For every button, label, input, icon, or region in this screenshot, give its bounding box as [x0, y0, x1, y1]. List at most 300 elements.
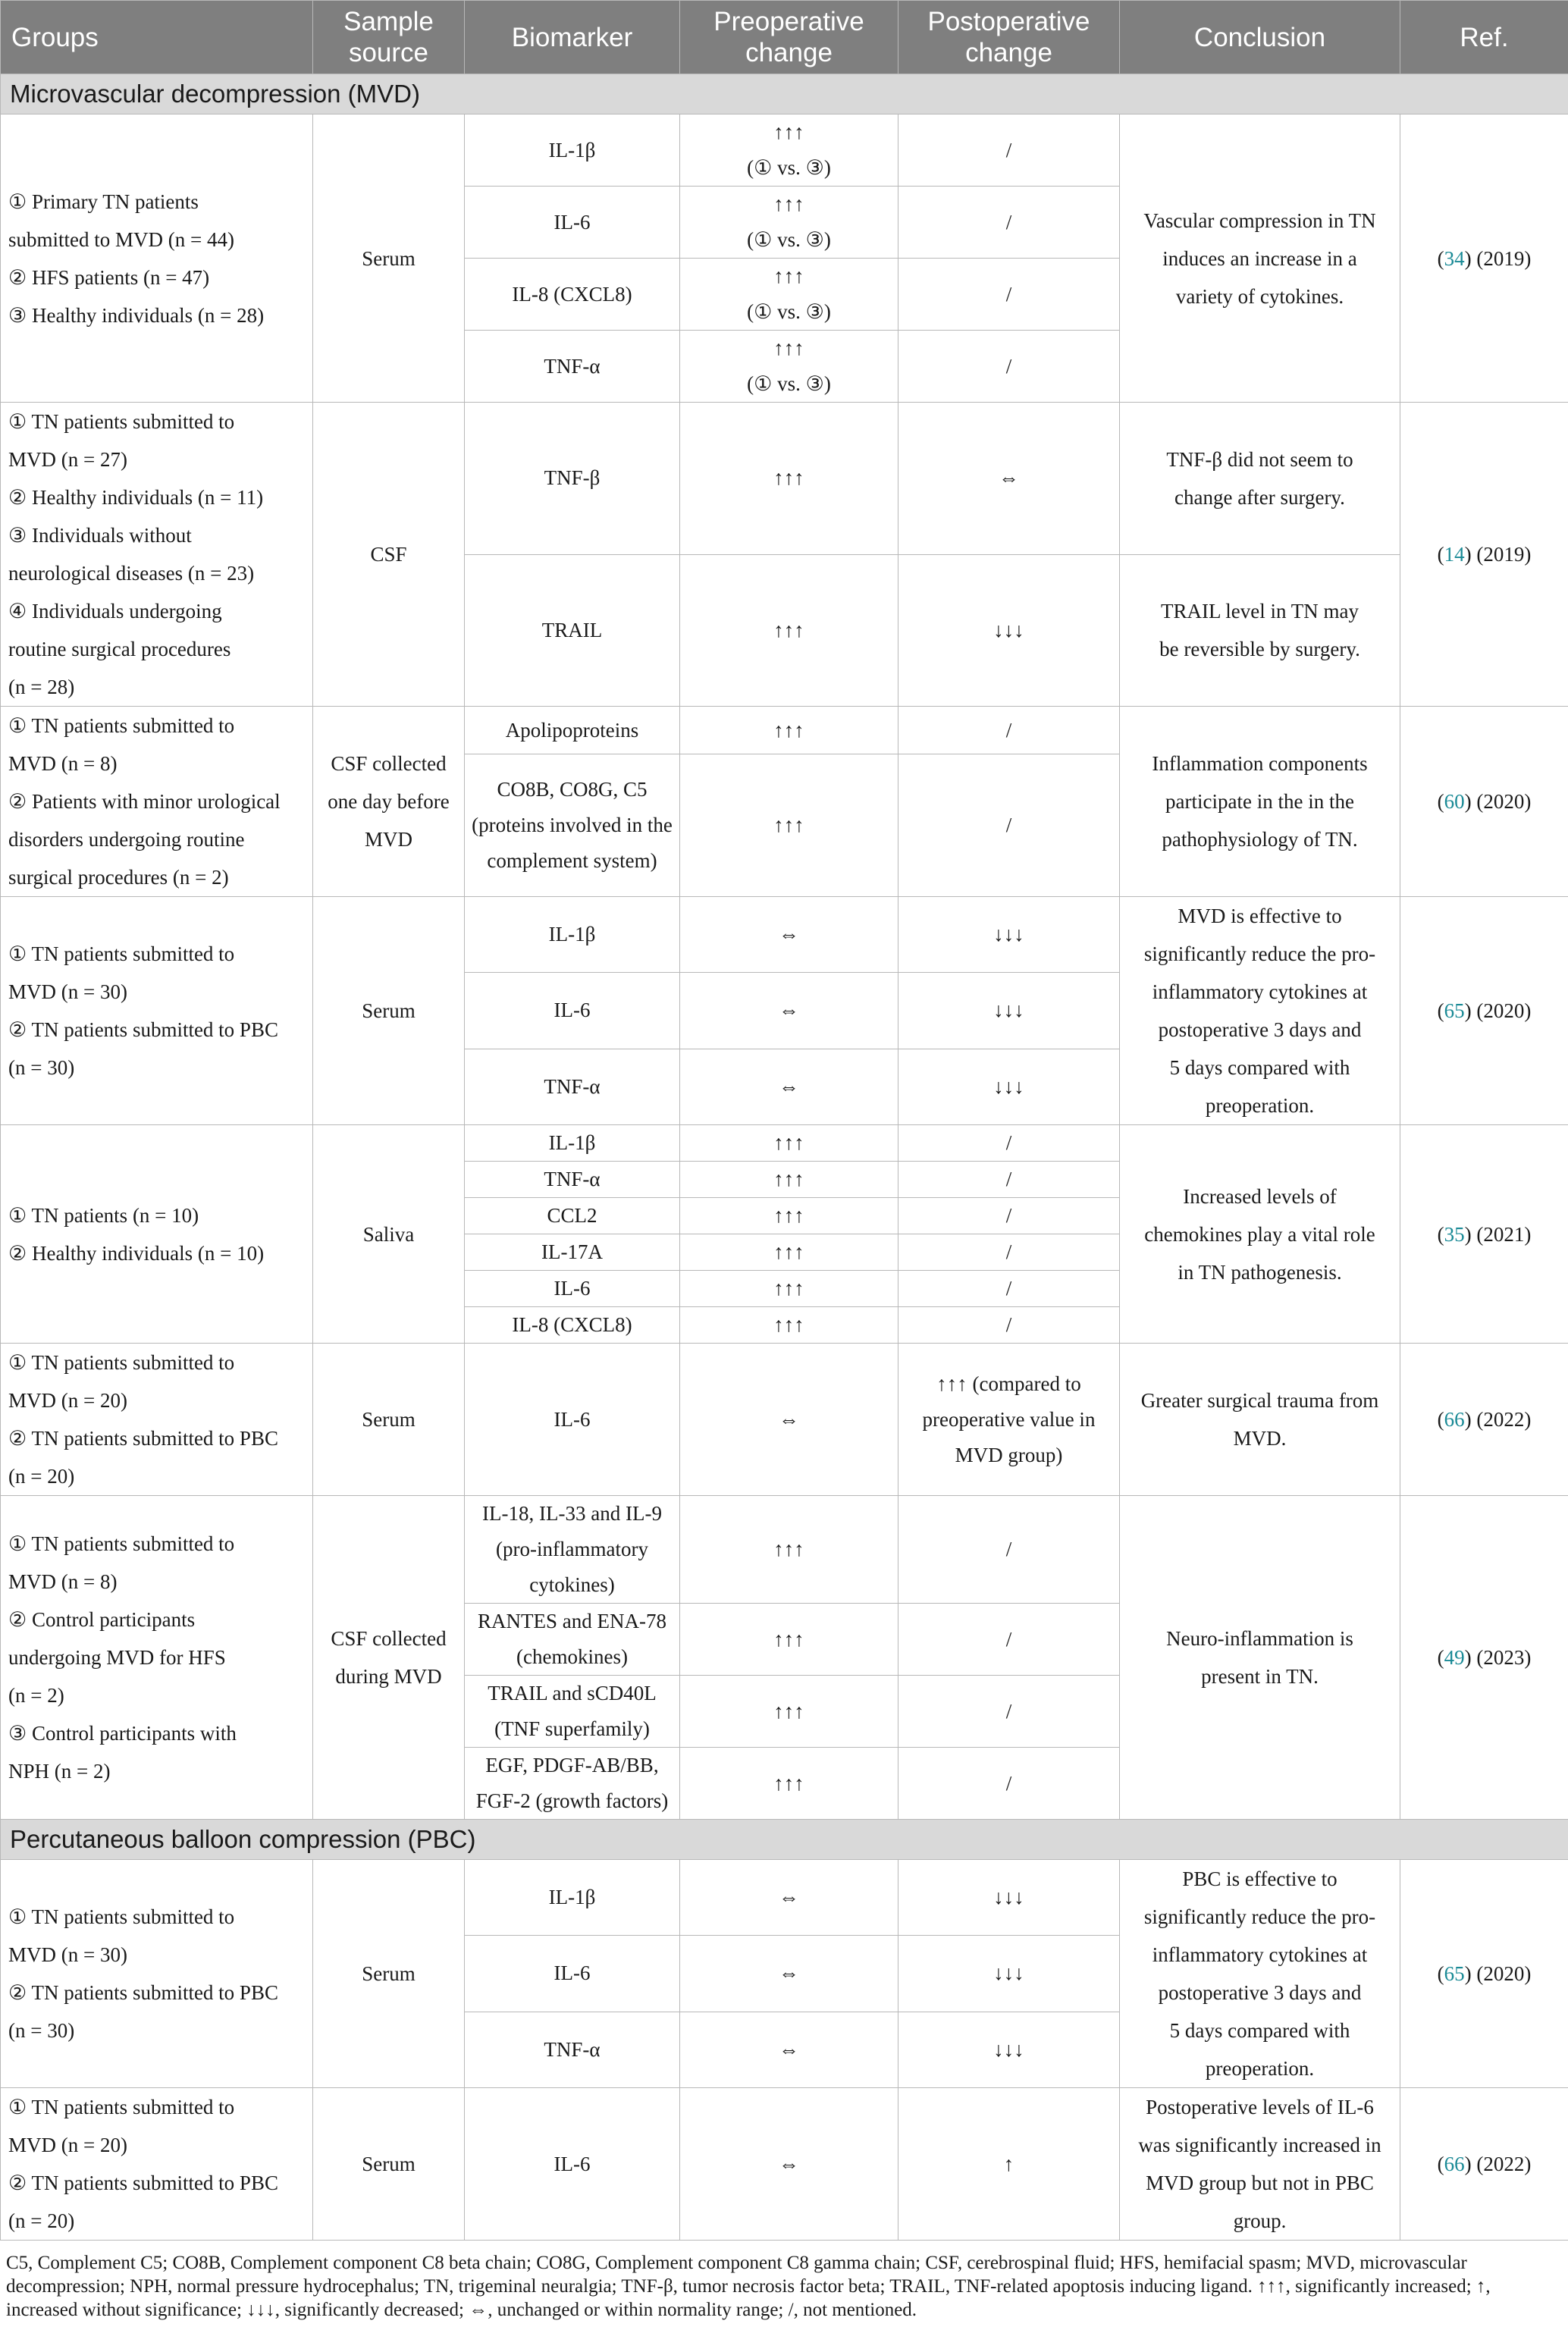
cell-line: MVD is effective to — [1178, 905, 1342, 927]
postoperative-change-cell — [898, 1496, 1120, 1604]
cell-line: significantly reduce the pro- — [1143, 1905, 1376, 1928]
preoperative-change-cell — [680, 754, 898, 897]
cell-line: RANTES and ENA-78 — [478, 1610, 666, 1632]
cell-line: ② Healthy individuals (n = 10) — [8, 1241, 265, 1265]
table-row — [1, 1125, 1568, 1162]
cell-line: in TN pathogenesis. — [1178, 1260, 1342, 1284]
reference-year: (2023) — [1476, 1646, 1532, 1669]
cell-line: (pro-inflammatory — [496, 1538, 648, 1560]
column-header — [1, 1, 313, 74]
cell-line: Neuro-inflammation is — [1166, 1627, 1353, 1650]
table-row — [1, 707, 1568, 754]
cell-line: postoperative 3 days and — [1158, 1018, 1362, 1041]
postoperative-change-cell — [898, 187, 1120, 259]
preoperative-change-cell — [680, 114, 898, 187]
postoperative-change-cell — [898, 2088, 1120, 2241]
section-header-row — [1, 1820, 1568, 1860]
cell-line: ⇔ — [779, 2152, 799, 2175]
cell-line: undergoing MVD for HFS — [8, 1646, 226, 1669]
reference-link[interactable]: 65 — [1444, 999, 1465, 1022]
cell-line: / — [1005, 1538, 1012, 1560]
biomarker-cell — [465, 2088, 680, 2241]
reference-link[interactable]: 66 — [1444, 1408, 1465, 1431]
cell-line: routine surgical procedures — [8, 638, 231, 660]
reference-cell: (66) (2022) — [1400, 2088, 1568, 2241]
cell-line: MVD (n = 8) — [8, 1570, 118, 1593]
groups-cell — [1, 897, 313, 1125]
cell-line: Ref. — [1460, 22, 1509, 52]
postoperative-change-cell — [898, 1125, 1120, 1162]
cell-line: ↑↑↑ — [773, 1277, 804, 1300]
cell-line: preoperative value in — [922, 1407, 1096, 1431]
sample-source-cell — [313, 1344, 465, 1496]
groups-cell — [1, 114, 313, 403]
cell-line: / — [1005, 1168, 1012, 1190]
cell-line: TNF-α — [544, 1074, 601, 1098]
cell-line: ① TN patients submitted to — [8, 410, 235, 433]
cell-line: chemokines play a vital role — [1144, 1222, 1375, 1246]
cell-line: Vascular compression in TN — [1143, 209, 1376, 232]
cell-line: inflammatory cytokines at — [1152, 980, 1368, 1003]
cell-line: preoperation. — [1205, 2057, 1315, 2080]
groups-cell — [1, 1860, 313, 2088]
cell-line: FGF-2 (growth factors) — [475, 1789, 669, 1812]
cell-line: source — [348, 38, 429, 67]
sample-source-cell — [313, 114, 465, 403]
cell-line: (n = 2) — [8, 1684, 64, 1707]
cell-line: preoperation. — [1205, 1094, 1315, 1117]
cell-line: Groups — [11, 22, 99, 52]
cell-line: (n = 30) — [8, 2019, 75, 2042]
table-row — [1, 403, 1568, 555]
cell-line: TNF-α — [544, 2037, 601, 2061]
cell-line: CSF — [370, 543, 407, 566]
cell-line: IL-6 — [554, 1962, 591, 1985]
conclusion-cell — [1120, 1860, 1400, 2088]
cell-line: TNF-α — [544, 354, 601, 378]
cell-line: group. — [1233, 2209, 1287, 2232]
cell-line: variety of cytokines. — [1175, 284, 1344, 308]
cell-line: (① vs. ③) — [747, 228, 831, 251]
cell-line: Preoperative — [713, 7, 864, 36]
cell-line: MVD (n = 20) — [8, 1389, 127, 1412]
cell-line: MVD (n = 20) — [8, 2134, 127, 2156]
cell-line: ↑↑↑ (compared to — [936, 1372, 1081, 1395]
cell-line: IL-6 — [554, 999, 591, 1022]
cell-line: ↑↑↑ — [773, 1204, 804, 1227]
cell-line: participate in the in the — [1165, 790, 1354, 813]
preoperative-change-cell — [680, 1307, 898, 1344]
cell-line: significantly reduce the pro- — [1143, 942, 1376, 965]
reference-cell: (65) (2020) — [1400, 897, 1568, 1125]
biomarker-cell — [465, 187, 680, 259]
cell-line: ↑↑↑ — [773, 1538, 804, 1560]
preoperative-change-cell — [680, 897, 898, 973]
cell-line: Postoperative levels of IL-6 — [1146, 2096, 1374, 2118]
sample-source-cell — [313, 897, 465, 1125]
preoperative-change-cell — [680, 1860, 898, 1936]
cell-line: / — [1005, 718, 1012, 742]
column-header — [1400, 1, 1568, 74]
cell-line: ↑↑↑ — [773, 1240, 804, 1263]
cell-line: TRAIL — [541, 618, 603, 641]
cell-line: ↓↓↓ — [993, 1962, 1024, 1985]
cell-line: pathophysiology of TN. — [1162, 828, 1358, 851]
section-title: Microvascular decompression (MVD) — [1, 74, 1568, 114]
cell-line: ↑↑↑ — [773, 1771, 804, 1795]
cell-line: during MVD — [335, 1665, 442, 1688]
cell-line: IL-17A — [541, 1240, 603, 1263]
reference-link[interactable]: 14 — [1444, 543, 1465, 566]
cell-line: ① TN patients submitted to — [8, 1905, 235, 1928]
biomarker-cell — [465, 973, 680, 1049]
biomarker-cell — [465, 2012, 680, 2087]
cell-line: Postoperative — [927, 7, 1090, 36]
cell-line: (n = 20) — [8, 1465, 75, 1488]
cell-line: ↑↑↑ — [773, 466, 804, 490]
preoperative-change-cell — [680, 1049, 898, 1124]
conclusion-cell — [1120, 707, 1400, 897]
cell-line: ↑↑↑ — [773, 1168, 804, 1190]
reference-cell: (65) (2020) — [1400, 1860, 1568, 2088]
cell-line: 5 days compared with — [1169, 1056, 1350, 1079]
cell-line: one day before — [328, 790, 450, 813]
cell-line: ② Control participants — [8, 1608, 196, 1631]
sample-source-cell — [313, 1125, 465, 1344]
table-row — [1, 1496, 1568, 1604]
cell-line: ↑↑↑ — [773, 1131, 804, 1154]
conclusion-cell — [1120, 897, 1400, 1125]
preoperative-change-cell — [680, 1344, 898, 1496]
biomarker-cell — [465, 331, 680, 403]
reference-cell: (35) (2021) — [1400, 1125, 1568, 1344]
cell-line: ↓↓↓ — [993, 923, 1024, 946]
cell-line: ⇔ — [779, 1407, 799, 1431]
postoperative-change-cell — [898, 114, 1120, 187]
biomarker-cell — [465, 754, 680, 897]
preoperative-change-cell — [680, 1162, 898, 1198]
postoperative-change-cell — [898, 897, 1120, 973]
table-footnote: C5, Complement C5; CO8B, Complement component C8 beta chain; CO8G, Complement component C8 gamma chain; CSF, cerebrospinal fluid; HFS, hemifacial spasm; MVD, microvascular decompression; NPH, normal pressure hydrocephalus; TN, trigeminal neuralgia; TNF-β, tumor necrosis factor beta; TRAIL, TNF-related apoptosis inducing ligand. ↑↑↑, significantly increased; ↑, increased without significance; ↓↓↓, significantly decreased; ⇔, unchanged or within normality range; /, not mentioned. — [6, 2253, 1491, 2320]
cell-line: induces an increase in a — [1162, 246, 1357, 270]
cell-line: ② TN patients submitted to PBC — [8, 1018, 278, 1041]
cell-line: IL-1β — [548, 1886, 596, 1909]
preoperative-change-cell — [680, 1234, 898, 1271]
biomarker-cell — [465, 1162, 680, 1198]
table-row — [1, 897, 1568, 973]
column-header — [1120, 1, 1400, 74]
reference-link[interactable]: 49 — [1444, 1646, 1465, 1669]
conclusion-cell — [1120, 1125, 1400, 1344]
cell-line: Serum — [362, 999, 416, 1022]
cell-line: Biomarker — [511, 22, 633, 52]
cell-line: ② TN patients submitted to PBC — [8, 1981, 278, 2004]
column-header — [898, 1, 1120, 74]
cell-line: ① TN patients submitted to — [8, 1532, 235, 1555]
cell-line: (n = 30) — [8, 1056, 75, 1079]
cell-line: was significantly increased in — [1138, 2134, 1381, 2156]
biomarker-cell — [465, 1860, 680, 1936]
cell-line: ① TN patients submitted to — [8, 714, 235, 737]
groups-cell — [1, 1125, 313, 1344]
cell-line: IL-6 — [554, 2152, 591, 2175]
cell-line: CSF collected — [331, 1627, 447, 1650]
cell-line: TNF-β — [544, 466, 601, 490]
cell-line: (TNF superfamily) — [494, 1717, 650, 1740]
cell-line: MVD (n = 30) — [8, 980, 127, 1003]
cell-line: Saliva — [362, 1222, 415, 1246]
cell-line: ④ Individuals undergoing — [8, 600, 222, 622]
cell-line: / — [1005, 1313, 1012, 1336]
cell-line: ⇔ — [779, 1886, 799, 1909]
cell-line: Conclusion — [1193, 22, 1326, 52]
reference-cell: (49) (2023) — [1400, 1496, 1568, 1820]
reference-year: (2021) — [1476, 1222, 1532, 1246]
cell-line: ↓↓↓ — [993, 1074, 1024, 1098]
sample-source-cell — [313, 1860, 465, 2088]
postoperative-change-cell — [898, 1049, 1120, 1124]
conclusion-cell — [1120, 2088, 1400, 2241]
postoperative-change-cell — [898, 1676, 1120, 1748]
reference-link[interactable]: 66 — [1444, 2153, 1465, 2175]
cell-line: ↑↑↑ — [773, 1627, 804, 1651]
preoperative-change-cell — [680, 2012, 898, 2087]
cell-line: IL-8 (CXCL8) — [512, 282, 632, 306]
preoperative-change-cell — [680, 1676, 898, 1748]
postoperative-change-cell — [898, 754, 1120, 897]
sample-source-cell — [313, 707, 465, 897]
cell-line: MVD (n = 30) — [8, 1943, 127, 1966]
postoperative-change-cell — [898, 973, 1120, 1049]
biomarker-cell — [465, 1125, 680, 1162]
cell-line: / — [1005, 354, 1012, 378]
cell-line: (proteins involved in the — [472, 814, 673, 837]
reference-year: (2022) — [1476, 2153, 1532, 2175]
cell-line: TNF-β did not seem to — [1166, 447, 1353, 471]
cell-line: (chemokines) — [516, 1645, 628, 1668]
cell-line: ↓↓↓ — [993, 1886, 1024, 1909]
cell-line: ⇔ — [779, 923, 799, 946]
cell-line: ↓↓↓ — [993, 999, 1024, 1022]
cell-line: ↑↑↑ — [773, 1699, 804, 1723]
cell-line: TRAIL and sCD40L — [488, 1682, 657, 1704]
reference-link[interactable]: 65 — [1444, 1962, 1465, 1985]
conclusion-cell — [1120, 1344, 1400, 1496]
cell-line: / — [1005, 1240, 1012, 1263]
preoperative-change-cell — [680, 403, 898, 555]
postoperative-change-cell — [898, 554, 1120, 707]
cell-line: MVD group but not in PBC — [1146, 2172, 1374, 2194]
reference-link[interactable]: 35 — [1444, 1222, 1465, 1246]
postoperative-change-cell — [898, 1234, 1120, 1271]
preoperative-change-cell — [680, 1936, 898, 2012]
groups-cell — [1, 2088, 313, 2241]
cell-line: (n = 20) — [8, 2209, 75, 2232]
reference-year: (2019) — [1476, 246, 1532, 270]
postoperative-change-cell — [898, 1604, 1120, 1676]
cell-line: ↑↑↑ — [773, 121, 804, 143]
cell-line: EGF, PDGF-AB/BB, — [485, 1754, 659, 1777]
preoperative-change-cell — [680, 2088, 898, 2241]
cell-line: MVD (n = 27) — [8, 448, 127, 471]
cell-line: ③ Individuals without — [8, 524, 192, 547]
postoperative-change-cell — [898, 1198, 1120, 1234]
cell-line: ⇔ — [779, 2037, 799, 2061]
cell-line: ↑↑↑ — [773, 337, 804, 359]
column-header — [680, 1, 898, 74]
preoperative-change-cell — [680, 1604, 898, 1676]
cell-line: / — [1005, 282, 1012, 306]
cell-line: / — [1005, 1131, 1012, 1154]
cell-line: change after surgery. — [1174, 485, 1345, 509]
postoperative-change-cell — [898, 1307, 1120, 1344]
reference-cell: (60) (2020) — [1400, 707, 1568, 897]
biomarker-cell — [465, 1198, 680, 1234]
cell-line: disorders undergoing routine — [8, 828, 245, 851]
cell-line: ① TN patients submitted to — [8, 1351, 235, 1374]
biomarker-cell — [465, 1936, 680, 2012]
cell-line: (① vs. ③) — [747, 300, 831, 323]
biomarker-cell — [465, 1307, 680, 1344]
cell-line: IL-6 — [554, 210, 591, 234]
cell-line: NPH (n = 2) — [8, 1760, 111, 1783]
cell-line: IL-1β — [548, 923, 596, 946]
cell-line: ↑↑↑ — [773, 814, 804, 837]
reference-link[interactable]: 34 — [1444, 246, 1465, 270]
preoperative-change-cell — [680, 1198, 898, 1234]
groups-cell — [1, 707, 313, 897]
cell-line: IL-18, IL-33 and IL-9 — [482, 1502, 662, 1525]
cell-line: change — [745, 38, 833, 67]
cell-line: surgical procedures (n = 2) — [8, 866, 229, 889]
postoperative-change-cell — [898, 259, 1120, 331]
conclusion-cell — [1120, 1496, 1400, 1820]
cell-line: ② Patients with minor urological — [8, 790, 281, 813]
biomarker-cell — [465, 403, 680, 555]
cell-line: Serum — [362, 1962, 416, 1985]
cell-line: Inflammation components — [1152, 752, 1368, 775]
preoperative-change-cell — [680, 707, 898, 754]
postoperative-change-cell — [898, 1860, 1120, 1936]
postoperative-change-cell — [898, 331, 1120, 403]
cell-line: ↓↓↓ — [993, 2037, 1024, 2061]
cell-line: Serum — [362, 2153, 416, 2175]
sample-source-cell — [313, 2088, 465, 2241]
biomarker-cell — [465, 707, 680, 754]
reference-year: (2019) — [1476, 543, 1532, 566]
cell-line: / — [1005, 1627, 1012, 1651]
cell-line: postoperative 3 days and — [1158, 1981, 1362, 2004]
cell-line: (n = 28) — [8, 676, 75, 698]
biomarker-cell — [465, 1676, 680, 1748]
cell-line: ⇔ — [779, 1074, 799, 1098]
preoperative-change-cell — [680, 973, 898, 1049]
cell-line: ↑ — [1003, 2152, 1014, 2175]
cell-line: cytokines) — [529, 1573, 615, 1596]
cell-line: ↑↑↑ — [773, 618, 804, 641]
cell-line: ② TN patients submitted to PBC — [8, 2172, 278, 2194]
cell-line: ↑↑↑ — [773, 265, 804, 287]
cell-line: ② TN patients submitted to PBC — [8, 1427, 278, 1450]
cell-line: MVD (n = 8) — [8, 752, 118, 775]
preoperative-change-cell — [680, 1271, 898, 1307]
reference-cell: (34) (2019) — [1400, 114, 1568, 403]
biomarker-cell — [465, 1748, 680, 1820]
reference-link[interactable]: 60 — [1444, 790, 1465, 813]
section-title: Percutaneous balloon compression (PBC) — [1, 1820, 1568, 1860]
biomarker-cell — [465, 1496, 680, 1604]
reference-year: (2022) — [1476, 1408, 1532, 1431]
sample-source-cell — [313, 1496, 465, 1820]
table-body — [1, 74, 1568, 2241]
cell-line: Serum — [362, 246, 416, 270]
table-row — [1, 2088, 1568, 2241]
groups-cell — [1, 1496, 313, 1820]
postoperative-change-cell — [898, 2012, 1120, 2087]
cell-line: / — [1005, 210, 1012, 234]
cell-line: (① vs. ③) — [747, 372, 831, 395]
cell-line: neurological diseases (n = 23) — [8, 562, 255, 585]
cell-line: Apolipoproteins — [505, 718, 639, 742]
cell-line: CCL2 — [547, 1204, 597, 1227]
cell-line: (① vs. ③) — [747, 156, 831, 179]
biomarker-cell — [465, 1344, 680, 1496]
cell-line: ↑↑↑ — [773, 193, 804, 215]
table-header-row — [1, 1, 1568, 74]
postoperative-change-cell — [898, 1344, 1120, 1496]
table-row — [1, 1344, 1568, 1496]
cell-line: IL-8 (CXCL8) — [512, 1313, 632, 1336]
cell-line: CO8B, CO8G, C5 — [497, 778, 648, 801]
biomarker-cell — [465, 1049, 680, 1124]
conclusion-cell — [1120, 554, 1400, 707]
preoperative-change-cell — [680, 331, 898, 403]
preoperative-change-cell — [680, 1496, 898, 1604]
postoperative-change-cell — [898, 1162, 1120, 1198]
cell-line: ⇔ — [999, 466, 1019, 490]
cell-line: 5 days compared with — [1169, 2019, 1350, 2042]
groups-cell — [1, 403, 313, 707]
preoperative-change-cell — [680, 554, 898, 707]
table-row — [1, 114, 1568, 187]
cell-line: MVD. — [1233, 1427, 1287, 1450]
preoperative-change-cell — [680, 187, 898, 259]
cell-line: ⇔ — [779, 999, 799, 1022]
cell-line: IL-6 — [554, 1277, 591, 1300]
cell-line: PBC is effective to — [1182, 1867, 1338, 1890]
cell-line: ⇔ — [779, 1962, 799, 1985]
cell-line: CSF collected — [331, 752, 447, 775]
cell-line: / — [1005, 1204, 1012, 1227]
cell-line: ↑↑↑ — [773, 1313, 804, 1336]
reference-year: (2020) — [1476, 999, 1532, 1022]
cell-line: change — [965, 38, 1052, 67]
biomarker-cell — [465, 897, 680, 973]
cell-line: Sample — [343, 7, 434, 36]
postoperative-change-cell — [898, 1271, 1120, 1307]
cell-line: ③ Healthy individuals (n = 28) — [8, 303, 265, 327]
cell-line: IL-1β — [548, 1131, 596, 1154]
postoperative-change-cell — [898, 1936, 1120, 2012]
table-row — [1, 1860, 1568, 1936]
cell-line: TRAIL level in TN may — [1161, 600, 1359, 623]
cell-line: TNF-α — [544, 1168, 601, 1190]
reference-cell: (66) (2022) — [1400, 1344, 1568, 1496]
column-header — [313, 1, 465, 74]
reference-year: (2020) — [1476, 790, 1532, 813]
cell-line: IL-1β — [548, 138, 596, 162]
biomarker-cell — [465, 1234, 680, 1271]
